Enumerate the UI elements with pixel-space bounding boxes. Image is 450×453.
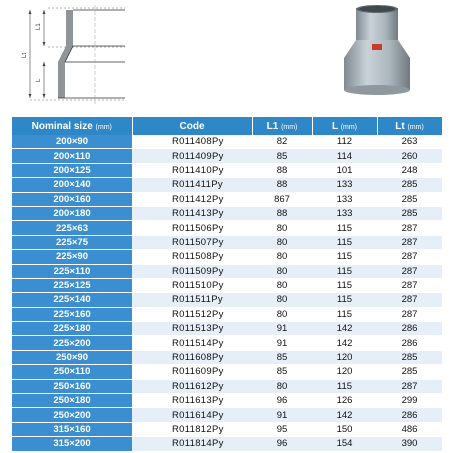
reducer-cross-section-drawing xyxy=(22,5,125,104)
l1-cell: 88 xyxy=(252,178,312,192)
table-row xyxy=(12,307,442,321)
l-cell: 120 xyxy=(312,365,377,379)
product-figure xyxy=(0,0,450,112)
l-cell: 126 xyxy=(312,394,377,408)
lt-cell: 286 xyxy=(377,336,442,350)
lt-cell: 299 xyxy=(377,394,442,408)
l1-cell: 80 xyxy=(252,235,312,249)
code-cell: R011514Py xyxy=(132,336,252,350)
lt-cell: 285 xyxy=(377,192,442,206)
nominal-size-cell: 200×90 xyxy=(12,135,132,149)
l-cell: 115 xyxy=(312,307,377,321)
l1-cell: 867 xyxy=(252,192,312,206)
lt-cell: 287 xyxy=(377,221,442,235)
l-cell: 101 xyxy=(312,163,377,177)
lt-cell: 287 xyxy=(377,293,442,307)
lt-cell: 285 xyxy=(377,178,442,192)
l1-cell: 91 xyxy=(252,322,312,336)
code-cell: R011506Py xyxy=(132,221,252,235)
l1-cell: 80 xyxy=(252,379,312,393)
code-cell: R011609Py xyxy=(132,365,252,379)
table-row xyxy=(12,206,442,220)
table-row xyxy=(12,163,442,177)
l1-cell: 91 xyxy=(252,408,312,422)
dimension-label-l: L xyxy=(36,78,42,82)
nominal-size-cell: 250×200 xyxy=(12,408,132,422)
table-row xyxy=(12,221,442,235)
l-cell: 114 xyxy=(312,149,377,163)
lt-cell: 263 xyxy=(377,135,442,149)
nominal-size-cell: 225×125 xyxy=(12,278,132,292)
table-row xyxy=(12,135,442,149)
table-header-row xyxy=(12,117,442,135)
l1-cell: 80 xyxy=(252,278,312,292)
nominal-size-cell: 225×75 xyxy=(12,235,132,249)
l-cell: 120 xyxy=(312,350,377,364)
table-row xyxy=(12,408,442,422)
nominal-size-cell: 200×125 xyxy=(12,163,132,177)
l-cell: 142 xyxy=(312,322,377,336)
lt-cell: 287 xyxy=(377,278,442,292)
code-cell: R011413Py xyxy=(132,206,252,220)
nominal-size-cell: 315×200 xyxy=(12,437,132,451)
table-row xyxy=(12,178,442,192)
nominal-size-cell: 200×110 xyxy=(12,149,132,163)
lt-cell: 287 xyxy=(377,379,442,393)
code-cell: R011411Py xyxy=(132,178,252,192)
nominal-size-cell: 225×200 xyxy=(12,336,132,350)
table-row xyxy=(12,422,442,436)
table-row xyxy=(12,350,442,364)
table-row xyxy=(12,336,442,350)
dimension-label-lt: Lt xyxy=(22,52,28,58)
l1-cell: 80 xyxy=(252,250,312,264)
l1-cell: 82 xyxy=(252,135,312,149)
code-cell: R011410Py xyxy=(132,163,252,177)
lt-cell: 286 xyxy=(377,322,442,336)
l1-cell: 96 xyxy=(252,437,312,451)
table-row xyxy=(12,379,442,393)
code-cell: R011613Py xyxy=(132,394,252,408)
lt-cell: 285 xyxy=(377,365,442,379)
l1-cell: 91 xyxy=(252,336,312,350)
lt-cell: 286 xyxy=(377,408,442,422)
lt-cell: 260 xyxy=(377,149,442,163)
code-cell: R011408Py xyxy=(132,135,252,149)
code-cell: R011812Py xyxy=(132,422,252,436)
dimension-label-l1: L1 xyxy=(36,23,42,30)
l-cell: 115 xyxy=(312,235,377,249)
nominal-size-cell: 225×90 xyxy=(12,250,132,264)
code-cell: R011409Py xyxy=(132,149,252,163)
l-cell: 142 xyxy=(312,336,377,350)
l1-cell: 95 xyxy=(252,422,312,436)
table-row xyxy=(12,293,442,307)
dimensions-table xyxy=(12,117,443,452)
header-l: L (mm) xyxy=(312,117,377,135)
table-row xyxy=(12,149,442,163)
l1-cell: 85 xyxy=(252,149,312,163)
nominal-size-cell: 250×180 xyxy=(12,394,132,408)
l-cell: 133 xyxy=(312,178,377,192)
lt-cell: 285 xyxy=(377,350,442,364)
table-row xyxy=(12,192,442,206)
code-cell: R011814Py xyxy=(132,437,252,451)
nominal-size-cell: 225×63 xyxy=(12,221,132,235)
table-row xyxy=(12,264,442,278)
lt-cell: 287 xyxy=(377,307,442,321)
table-row xyxy=(12,278,442,292)
nominal-size-cell: 315×160 xyxy=(12,422,132,436)
nominal-size-cell: 225×180 xyxy=(12,322,132,336)
l-cell: 115 xyxy=(312,379,377,393)
code-cell: R011608Py xyxy=(132,350,252,364)
code-cell: R011507Py xyxy=(132,235,252,249)
l-cell: 115 xyxy=(312,221,377,235)
nominal-size-cell: 225×160 xyxy=(12,307,132,321)
l1-cell: 85 xyxy=(252,365,312,379)
l-cell: 150 xyxy=(312,422,377,436)
nominal-size-cell: 250×160 xyxy=(12,379,132,393)
l1-cell: 80 xyxy=(252,293,312,307)
header-l1: L1 (mm) xyxy=(252,117,312,135)
lt-cell: 287 xyxy=(377,264,442,278)
l-cell: 115 xyxy=(312,264,377,278)
l-cell: 115 xyxy=(312,250,377,264)
nominal-size-cell: 225×110 xyxy=(12,264,132,278)
l-cell: 115 xyxy=(312,278,377,292)
code-cell: R011614Py xyxy=(132,408,252,422)
code-cell: R011513Py xyxy=(132,322,252,336)
l-cell: 133 xyxy=(312,206,377,220)
table-row xyxy=(12,250,442,264)
code-cell: R011510Py xyxy=(132,278,252,292)
lt-cell: 248 xyxy=(377,163,442,177)
header-lt: Lt (mm) xyxy=(377,117,442,135)
nominal-size-cell: 250×90 xyxy=(12,350,132,364)
header-nominal-size: Nominal size (mm) xyxy=(12,117,132,135)
lt-cell: 390 xyxy=(377,437,442,451)
l-cell: 133 xyxy=(312,192,377,206)
code-cell: R011509Py xyxy=(132,264,252,278)
reducer-product-photo xyxy=(344,5,410,95)
nominal-size-cell: 200×180 xyxy=(12,206,132,220)
table-row xyxy=(12,437,442,451)
l1-cell: 96 xyxy=(252,394,312,408)
code-cell: R011508Py xyxy=(132,250,252,264)
table-row xyxy=(12,394,442,408)
l-cell: 154 xyxy=(312,437,377,451)
l1-cell: 80 xyxy=(252,307,312,321)
l1-cell: 80 xyxy=(252,264,312,278)
l-cell: 142 xyxy=(312,408,377,422)
lt-cell: 285 xyxy=(377,206,442,220)
table-row xyxy=(12,235,442,249)
code-cell: R011612Py xyxy=(132,379,252,393)
l1-cell: 88 xyxy=(252,163,312,177)
lt-cell: 287 xyxy=(377,235,442,249)
table-row xyxy=(12,322,442,336)
nominal-size-cell: 250×110 xyxy=(12,365,132,379)
code-cell: R011512Py xyxy=(132,307,252,321)
table-row xyxy=(12,365,442,379)
l1-cell: 80 xyxy=(252,221,312,235)
code-cell: R011412Py xyxy=(132,192,252,206)
nominal-size-cell: 200×160 xyxy=(12,192,132,206)
code-cell: R011511Py xyxy=(132,293,252,307)
l-cell: 115 xyxy=(312,293,377,307)
nominal-size-cell: 200×140 xyxy=(12,178,132,192)
header-code: Code xyxy=(132,117,252,135)
nominal-size-cell: 225×140 xyxy=(12,293,132,307)
l-cell: 112 xyxy=(312,135,377,149)
lt-cell: 287 xyxy=(377,250,442,264)
l1-cell: 85 xyxy=(252,350,312,364)
l1-cell: 88 xyxy=(252,206,312,220)
lt-cell: 486 xyxy=(377,422,442,436)
